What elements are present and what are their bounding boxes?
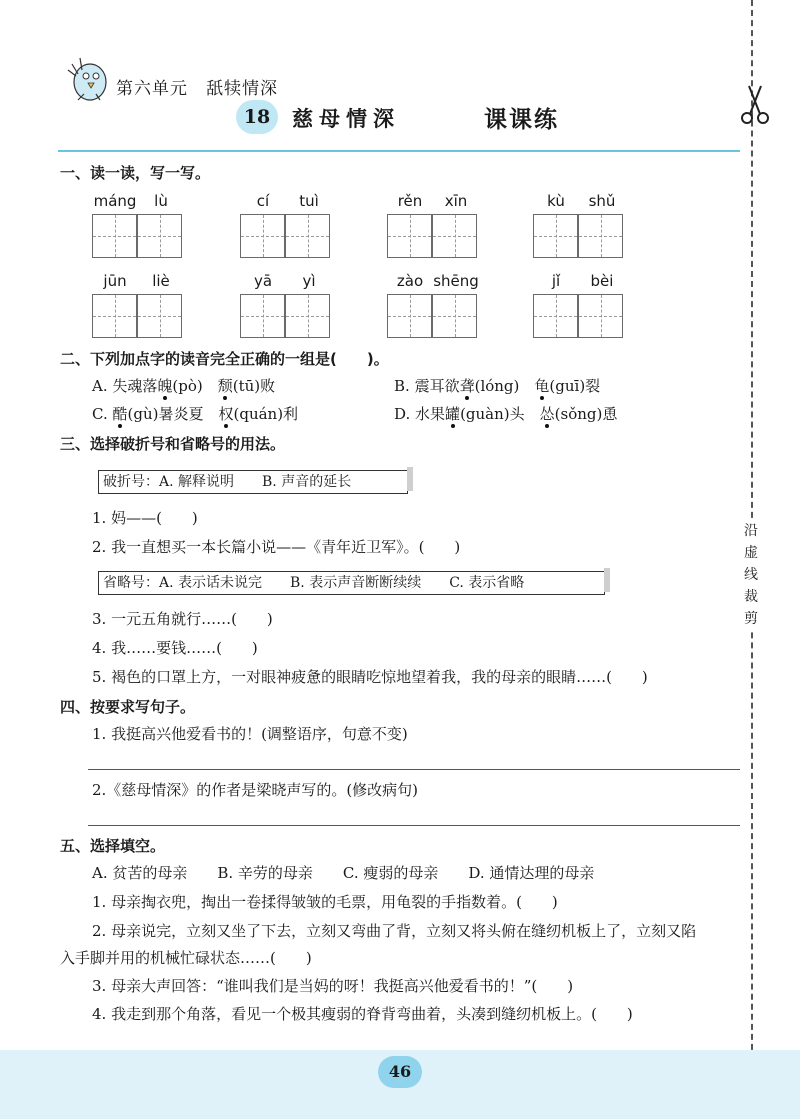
writing-cell[interactable] — [533, 294, 578, 338]
section4-title: 四、按要求写句子。 — [60, 698, 196, 716]
question: 5. 褐色的口罩上方，一对眼神疲惫的眼睛吃惊地望着我，我的母亲的眼睛……( ) — [92, 668, 648, 686]
bird-mascot-icon — [60, 50, 116, 106]
question: 2.《慈母情深》的作者是梁晓声写的。(修改病句) — [92, 781, 419, 799]
cut-instruction: 沿 虚 线 裁 剪 — [741, 520, 761, 630]
writing-cell[interactable] — [578, 214, 623, 258]
writing-cell[interactable] — [432, 294, 477, 338]
writing-cell[interactable] — [387, 214, 432, 258]
section2-title: 二、下列加点字的读音完全正确的一组是( )。 — [60, 350, 389, 368]
writing-cell[interactable] — [92, 294, 137, 338]
option-c[interactable]: C. 酷(gù)暑炎夏 权(quán)利 — [92, 405, 299, 423]
writing-cell[interactable] — [137, 294, 182, 338]
lesson-title: 慈母情深 — [292, 106, 400, 131]
lesson-kind: 课课练 — [484, 106, 559, 133]
writing-cell[interactable] — [240, 214, 285, 258]
writing-cell[interactable] — [285, 214, 330, 258]
question: 2. 我一直想买一本长篇小说——《青年近卫军》。( ) — [92, 538, 461, 556]
answer-line[interactable] — [88, 769, 740, 770]
scissors-icon — [739, 82, 771, 126]
question: 1. 妈——( ) — [92, 509, 198, 527]
writing-cell[interactable] — [432, 214, 477, 258]
writing-cell[interactable] — [285, 294, 330, 338]
page-number: 46 — [378, 1056, 422, 1088]
dash-usage-box: 破折号：A. 解释说明 B. 声音的延长 — [98, 470, 408, 494]
section3-title: 三、选择破折号和省略号的用法。 — [60, 435, 286, 453]
writing-cell[interactable] — [137, 214, 182, 258]
writing-cell[interactable] — [533, 214, 578, 258]
header-divider — [58, 150, 740, 152]
lesson-number-badge: 18 — [236, 100, 278, 134]
option-a[interactable]: A. 失魂落魄(pò) 颓(tū)败 — [92, 377, 276, 395]
question-continued: 入手脚并用的机械忙碌状态……( ) — [60, 949, 312, 967]
section1-title: 一、读一读，写一写。 — [60, 164, 211, 182]
question: 2. 母亲说完，立刻又坐了下去，立刻又弯曲了背，立刻又将头俯在缝纫机板上了，立刻又陷 — [92, 922, 697, 940]
option-d[interactable]: D. 水果罐(guàn)头 怂(sǒng)恿 — [394, 405, 618, 423]
question: 1. 我挺高兴他爱看书的！(调整语序，句意不变) — [92, 725, 408, 743]
question: 3. 一元五角就行……( ) — [92, 610, 273, 628]
writing-cell[interactable] — [578, 294, 623, 338]
ellipsis-usage-box: 省略号：A. 表示话未说完 B. 表示声音断断续续 C. 表示省略 — [98, 571, 605, 595]
writing-cell[interactable] — [92, 214, 137, 258]
option-b[interactable]: B. 震耳欲聋(lóng) 龟(guī)裂 — [394, 377, 601, 395]
choice-options: A. 贫苦的母亲 B. 辛劳的母亲 C. 瘦弱的母亲 D. 通情达理的母亲 — [92, 864, 595, 882]
unit-title: 第六单元 舐犊情深 — [116, 79, 278, 99]
section5-title: 五、选择填空。 — [60, 837, 166, 855]
question: 1. 母亲掏衣兜，掏出一卷揉得皱皱的毛票，用龟裂的手指数着。( ) — [92, 893, 558, 911]
writing-cell[interactable] — [240, 294, 285, 338]
question: 4. 我走到那个角落，看见一个极其瘦弱的脊背弯曲着，头凑到缝纫机板上。( ) — [92, 1005, 633, 1023]
writing-cell[interactable] — [387, 294, 432, 338]
question: 3. 母亲大声回答：“谁叫我们是当妈的呀！我挺高兴他爱看书的！”( ) — [92, 977, 574, 995]
question: 4. 我……要钱……( ) — [92, 639, 258, 657]
answer-line[interactable] — [88, 825, 740, 826]
